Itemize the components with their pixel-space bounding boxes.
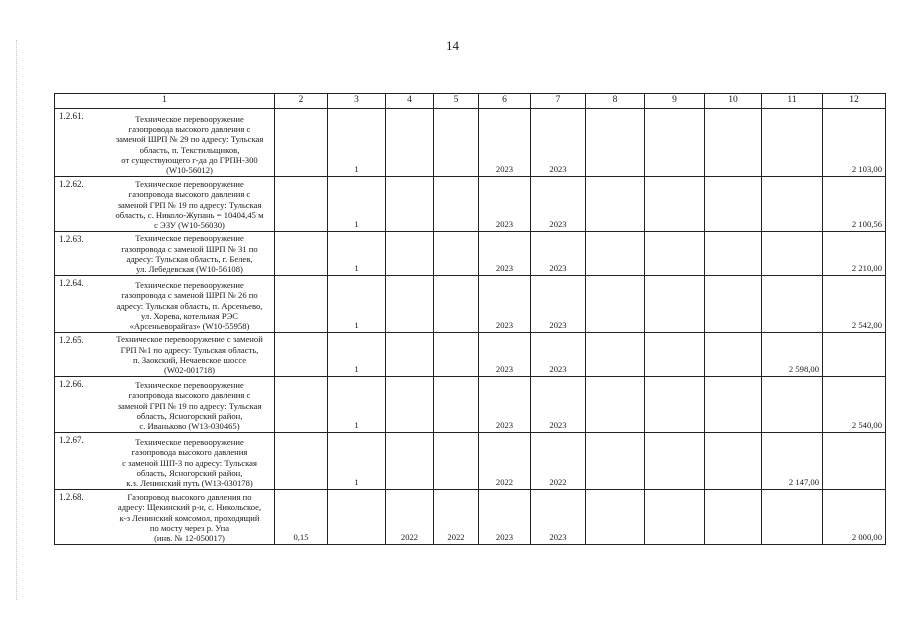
column-5-cell [434, 433, 479, 490]
column-2-cell [275, 276, 328, 333]
column-4-cell [386, 333, 434, 377]
header-row [55, 94, 886, 109]
description-line: область, п. Текстильщиков, [139, 144, 240, 155]
header-cell: 12 [823, 94, 886, 109]
column-5-cell [434, 333, 479, 377]
item-number: 1.2.64. [59, 278, 84, 288]
column-9-cell [645, 109, 705, 177]
column-8-cell [586, 109, 645, 177]
item-description [107, 377, 274, 432]
description-line: Техническое перевооружение [135, 114, 244, 125]
description-line: область, Ясногорский район, [136, 467, 243, 478]
item-cell [55, 177, 275, 232]
column-11-cell [762, 490, 823, 545]
column-4-cell [386, 433, 434, 490]
column-2-cell [275, 109, 328, 177]
item-number: 1.2.68. [59, 492, 84, 502]
table-row [55, 232, 886, 276]
column-12-cell: 2 210,00 [823, 232, 886, 276]
item-cell [55, 109, 275, 177]
column-3-cell: 1 [328, 109, 386, 177]
column-6-cell: 2022 [479, 433, 531, 490]
header-cell: 5 [434, 94, 479, 109]
item-description [107, 333, 274, 376]
item-cell [55, 490, 275, 545]
column-10-cell [705, 232, 762, 276]
description-line: (инв. № 12-050017) [154, 532, 225, 543]
column-5-cell [434, 276, 479, 333]
column-2-cell [275, 333, 328, 377]
page-number: 14 [446, 38, 459, 53]
header-cell: 11 [762, 94, 823, 109]
column-11-cell [762, 177, 823, 232]
column-5-cell: 2022 [434, 490, 479, 545]
column-8-cell [586, 333, 645, 377]
column-9-cell [645, 433, 705, 490]
column-4-cell: 2022 [386, 490, 434, 545]
description-line: Техническое перевооружение [135, 437, 244, 448]
column-8-cell [586, 232, 645, 276]
column-7-cell: 2022 [531, 433, 586, 490]
item-description [107, 109, 274, 176]
column-11-cell [762, 377, 823, 433]
column-2-cell [275, 177, 328, 232]
column-3-cell [328, 490, 386, 545]
table-row [55, 490, 886, 545]
item-description [107, 232, 274, 275]
column-5-cell [434, 177, 479, 232]
column-2-cell [275, 232, 328, 276]
table-row [55, 333, 886, 377]
item-number: 1.2.67. [59, 435, 84, 445]
description-line: Техническое перевооружение [135, 179, 244, 190]
description-line: с заменой ШП-3 по адресу: Тульская [122, 457, 257, 468]
column-3-cell: 1 [328, 232, 386, 276]
column-11-cell [762, 232, 823, 276]
header-cell: 3 [328, 94, 386, 109]
data-table [54, 93, 886, 545]
column-12-cell [823, 333, 886, 377]
description-line: заменой ГРП № 19 по адресу: Тульская [117, 199, 262, 210]
column-9-cell [645, 232, 705, 276]
item-description [107, 276, 274, 332]
description-line: газопровода высокого давления с [128, 124, 251, 135]
column-10-cell [705, 377, 762, 433]
column-4-cell [386, 377, 434, 433]
column-9-cell [645, 377, 705, 433]
description-line: газопровода с заменой ШРП № 26 по [121, 290, 258, 301]
column-8-cell [586, 377, 645, 433]
column-12-cell: 2 542,00 [823, 276, 886, 333]
description-line: к-з Ленинский комсомол, проходящий [119, 512, 260, 523]
column-6-cell: 2023 [479, 177, 531, 232]
column-5-cell [434, 377, 479, 433]
item-number: 1.2.61. [59, 111, 84, 121]
column-6-cell: 2023 [479, 333, 531, 377]
column-2-cell [275, 433, 328, 490]
item-number: 1.2.63. [59, 234, 84, 244]
column-10-cell [705, 276, 762, 333]
description-line: Газопровод высокого давления по [127, 492, 252, 503]
column-9-cell [645, 333, 705, 377]
description-line: с. Иваньково (W13-030465) [139, 420, 240, 431]
description-line: заменой ГРП № 19 по адресу: Тульская [117, 400, 262, 411]
description-line: область, с. Николо-Жупань = 10404,45 м [115, 209, 264, 220]
description-line: адресу: Тульская область, п. Арсеньево, [116, 300, 263, 311]
column-6-cell: 2023 [479, 276, 531, 333]
description-line: газопровода с заменой ШРП № 31 по [121, 243, 258, 254]
header-cell: 7 [531, 94, 586, 109]
header-cell: 10 [705, 94, 762, 109]
column-9-cell [645, 177, 705, 232]
description-line: с ЭЗУ (W10-56030) [154, 219, 225, 230]
column-4-cell [386, 109, 434, 177]
header-cell: 8 [586, 94, 645, 109]
item-cell [55, 377, 275, 433]
column-3-cell: 1 [328, 333, 386, 377]
column-10-cell [705, 109, 762, 177]
column-6-cell: 2023 [479, 490, 531, 545]
column-8-cell [586, 177, 645, 232]
description-line: Техническое перевооружение [135, 280, 244, 291]
description-line: газопровода высокого давления с [128, 390, 251, 401]
column-12-cell [823, 433, 886, 490]
column-8-cell [586, 490, 645, 545]
column-10-cell [705, 177, 762, 232]
description-line: «Арсеньеворайгаз» (W10-55958) [129, 320, 250, 331]
description-line: Техническое перевооружение [135, 233, 244, 244]
column-7-cell: 2023 [531, 109, 586, 177]
column-9-cell [645, 276, 705, 333]
column-3-cell: 1 [328, 276, 386, 333]
description-line: газопровода высокого давления с [128, 189, 251, 200]
header-cell: 9 [645, 94, 705, 109]
column-11-cell [762, 276, 823, 333]
description-line: по мосту через р. Упа [149, 522, 230, 533]
description-line: Техническое перевооружение с заменой [116, 334, 263, 345]
header-cell: 4 [386, 94, 434, 109]
description-line: область, Ясногорский район, [136, 410, 243, 421]
item-number: 1.2.66. [59, 379, 84, 389]
column-3-cell: 1 [328, 433, 386, 490]
item-cell [55, 276, 275, 333]
column-10-cell [705, 490, 762, 545]
description-line: газопровода высокого давления [131, 447, 248, 458]
column-6-cell: 2023 [479, 377, 531, 433]
column-10-cell [705, 433, 762, 490]
column-4-cell [386, 276, 434, 333]
header-cell: 6 [479, 94, 531, 109]
column-12-cell: 2 100,56 [823, 177, 886, 232]
description-line: адресу: Тульская область, г. Белев, [126, 253, 253, 264]
description-line: к.з. Ленинский путь (W13-030178) [126, 477, 253, 488]
item-description [107, 433, 274, 489]
column-3-cell: 1 [328, 377, 386, 433]
column-8-cell [586, 433, 645, 490]
description-line: ГРП №1 по адресу: Тульская область, [120, 344, 259, 355]
column-9-cell [645, 490, 705, 545]
table-row [55, 177, 886, 232]
table-row [55, 276, 886, 333]
item-description [107, 490, 274, 544]
item-number: 1.2.62. [59, 179, 84, 189]
description-line: от существующего г-да до ГРПН-300 [121, 154, 258, 165]
description-line: заменой ШРП № 29 по адресу: Тульская [115, 134, 264, 145]
column-8-cell [586, 276, 645, 333]
table-row [55, 377, 886, 433]
column-3-cell: 1 [328, 177, 386, 232]
column-5-cell [434, 232, 479, 276]
item-number: 1.2.65. [59, 335, 84, 345]
table-row [55, 433, 886, 490]
column-6-cell: 2023 [479, 232, 531, 276]
column-12-cell: 2 103,00 [823, 109, 886, 177]
description-line: ул. Лебедевская (W10-56108) [136, 263, 243, 274]
header-cell: 2 [275, 94, 328, 109]
column-4-cell [386, 232, 434, 276]
column-7-cell: 2023 [531, 377, 586, 433]
column-11-cell [762, 109, 823, 177]
column-6-cell: 2023 [479, 109, 531, 177]
column-4-cell [386, 177, 434, 232]
column-7-cell: 2023 [531, 490, 586, 545]
column-7-cell: 2023 [531, 276, 586, 333]
description-line: Техническое перевооружение [135, 380, 244, 391]
item-cell [55, 232, 275, 276]
description-line: (W02-001718) [163, 364, 216, 375]
column-2-cell [275, 377, 328, 433]
margin-line [16, 40, 17, 600]
column-7-cell: 2023 [531, 232, 586, 276]
description-line: п. Заокский, Нечаевское шоссе [132, 354, 247, 365]
column-5-cell [434, 109, 479, 177]
column-11-cell: 2 598,00 [762, 333, 823, 377]
description-line: ул. Хорева, котельная РЭС [140, 310, 239, 321]
item-cell [55, 333, 275, 377]
description-line: адресу: Щекинский р-н, с. Никольское, [117, 502, 262, 513]
column-10-cell [705, 333, 762, 377]
column-7-cell: 2023 [531, 333, 586, 377]
column-7-cell: 2023 [531, 177, 586, 232]
item-description [107, 177, 274, 231]
header-cell: 1 [55, 94, 275, 109]
description-line: (W10-56012) [166, 164, 213, 175]
item-cell [55, 433, 275, 490]
table-row [55, 109, 886, 177]
column-11-cell: 2 147,00 [762, 433, 823, 490]
column-2-cell: 0,15 [275, 490, 328, 545]
column-12-cell: 2 540,00 [823, 377, 886, 433]
column-12-cell: 2 000,00 [823, 490, 886, 545]
